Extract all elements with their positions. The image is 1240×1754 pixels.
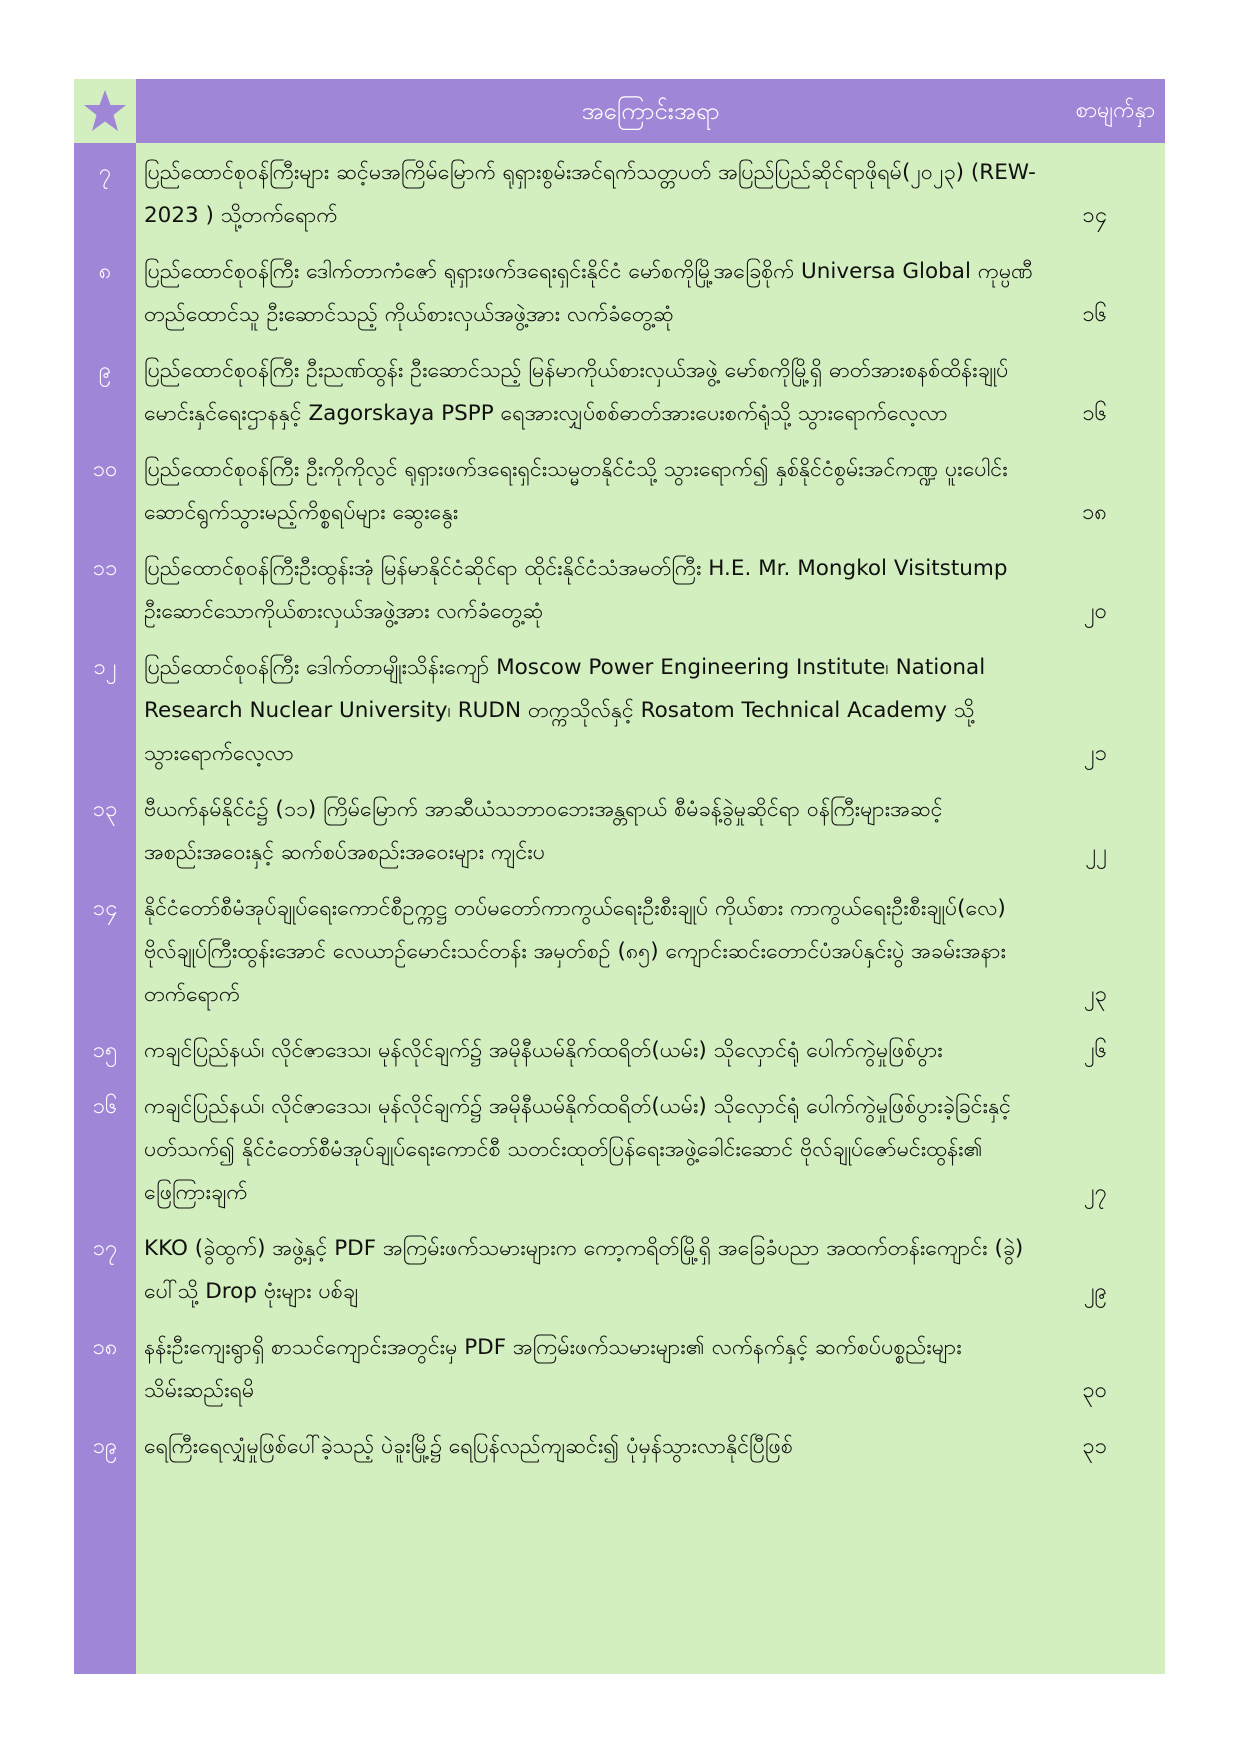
- toc-entry[interactable]: [74, 780, 1165, 879]
- entry-page-number: ၂၀: [1083, 599, 1107, 624]
- entry-title: ရေကြီးရေလျှံမှုဖြစ်ပေါ်ခဲ့သည့် ပဲခူးမြို့၌ ရေပြန်လည်ကျဆင်း၍ ပုံမှန်သွားလာနိုင်ပြီဖြစ်: [144, 1434, 793, 1459]
- toc-entry[interactable]: [74, 1318, 1165, 1417]
- entry-number: ၁၃: [92, 797, 118, 822]
- toc-entry[interactable]: [74, 1417, 1165, 1473]
- toc-entry[interactable]: [74, 539, 1165, 638]
- toc-entry[interactable]: [74, 1077, 1165, 1219]
- entry-title: နိုင်ငံတော်စီမံအုပ်ချုပ်ရေးကောင်စီဥက္ကဋ္ဌ တပ်မတော်ကာကွယ်ရေးဦးစီးချုပ် ကိုယ်စား ကာကွယ်ရေးဦးစီးချုပ်(လေ) ဗိုလ်ချုပ်ကြီးထွန်းအောင် လေယာဉ်မောင်းသင်တန်း အမှတ်စဉ် (၈၅) ကျောင်းဆင်းတောင်ပံအပ်နှင်းပွဲ အခမ်းအနား တက်ရောက်: [144, 896, 1006, 1007]
- entry-title: ဗီယက်နမ်နိုင်ငံ၌ (၁၁) ကြိမ်မြောက် အာဆီယံသဘာဝဘေးအန္တရာယ် စီမံခန့်ခွဲမှုဆိုင်ရာ ဝန်ကြီးများအဆင့်အစည်းအဝေးနှင့် ဆက်စပ်အစည်းအဝေးများ ကျင်းပ: [144, 797, 943, 865]
- entry-number: ၁၉: [92, 1434, 118, 1459]
- entry-number: ၁၇: [92, 1236, 118, 1261]
- entry-title: KKO (ခွဲထွက်) အဖွဲ့နှင့် PDF အကြမ်းဖက်သမားများက ကော့ကရိတ်မြို့ရှိ အခြေခံပညာ အထက်တန်းကျောင်း (ခွဲ) ပေါ်သို့ Drop ဗုံးများ ပစ်ချ: [144, 1236, 1024, 1304]
- entry-page-number: ၂၉: [1083, 1279, 1107, 1304]
- entry-number: ၁၅: [92, 1038, 118, 1063]
- entry-number: ၈: [98, 259, 112, 284]
- entry-title: နန်းဦးကျေးရွာရှိ စာသင်ကျောင်းအတွင်းမှ PDF အကြမ်းဖက်သမားများ၏ လက်နက်နှင့် ဆက်စပ်ပစ္စည်းများ သိမ်းဆည်းရမိ: [144, 1335, 962, 1403]
- entry-title: ပြည်ထောင်စုဝန်ကြီး ဒေါက်တာကံဇော် ရုရှားဖက်ဒရေးရှင်းနိုင်ငံ မော်စကိုမြို့အခြေစိုက် Universa Global ကုမ္ပဏီတည်ထောင်သူ ဦးဆောင်သည့် ကိုယ်စားလှယ်အဖွဲ့အား လက်ခံတွေ့ဆုံ: [144, 259, 1033, 327]
- entry-page-number: ၂၂: [1085, 840, 1107, 865]
- entry-title: ပြည်ထောင်စုဝန်ကြီး ဦးကိုကိုလွင် ရုရှားဖက်ဒရေးရှင်းသမ္မတနိုင်ငံသို့ သွားရောက်၍ နှစ်နိုင်ငံစွမ်းအင်ကဏ္ဍ ပူးပေါင်းဆောင်ရွက်သွားမည့်ကိစ္စရပ်များ ဆွေးနွေး: [144, 457, 1008, 525]
- entry-number: ၁၄: [92, 896, 118, 921]
- entry-number: ၁၈: [92, 1335, 118, 1360]
- entry-page-number: ၃၁: [1082, 1434, 1107, 1459]
- toc-entry[interactable]: [74, 1021, 1165, 1077]
- entry-page-number: ၁၆: [1082, 302, 1107, 327]
- entry-page-number: ၂၁: [1083, 741, 1107, 766]
- entry-title: ကချင်ပြည်နယ်၊ လိုင်ဇာဒေသ၊ မုန်လိုင်ချက်၌ အမိုနီယမ်နိုက်ထရိတ်(ယမ်း) သိုလှောင်ရုံ ပေါက်ကွဲမှုဖြစ်ပွား: [144, 1038, 943, 1063]
- entry-page-number: ၁၈: [1082, 500, 1107, 525]
- entry-page-number: ၁၄: [1082, 203, 1107, 228]
- header-title: အကြောင်းအရာ: [581, 97, 720, 125]
- entry-title: ကချင်ပြည်နယ်၊ လိုင်ဇာဒေသ၊ မုန်လိုင်ချက်၌ အမိုနီယမ်နိုက်ထရိတ်(ယမ်း) သိုလှောင်ရုံ ပေါက်ကွဲမှုဖြစ်ပွားခဲ့ခြင်းနှင့်ပတ်သက်၍ နိုင်ငံတော်စီမံအုပ်ချုပ်ရေးကောင်စီ သတင်းထုတ်ပြန်ရေးအဖွဲ့ခေါင်းဆောင် ဗိုလ်ချုပ်ဇော်မင်းထွန်း၏ ဖြေကြားချက်: [144, 1094, 1011, 1205]
- toc-header: [136, 79, 1165, 143]
- toc-entry[interactable]: [74, 143, 1165, 242]
- toc-entry[interactable]: [74, 440, 1165, 539]
- entry-number: ၁၁: [92, 556, 118, 581]
- toc-entry[interactable]: [74, 341, 1165, 440]
- table-of-contents: [74, 79, 1165, 1674]
- entry-page-number: ၂၇: [1083, 1180, 1107, 1205]
- entry-title: ပြည်ထောင်စုဝန်ကြီးများ ဆင့်မအကြိမ်မြောက် ရုရှားစွမ်းအင်ရက်သတ္တပတ် အပြည်ပြည်ဆိုင်ရာဖိုရမ်(၂၀၂၃) (REW-2023 ) သို့တက်ရောက်: [144, 160, 1036, 228]
- entry-page-number: ၁၆: [1082, 401, 1107, 426]
- toc-entry[interactable]: [74, 242, 1165, 341]
- entry-number: ၉: [98, 358, 112, 383]
- entry-title: ပြည်ထောင်စုဝန်ကြီး ဒေါက်တာမျိုးသိန်းကျော် Moscow Power Engineering Institute၊ National Research Nuclear University၊ RUDN တက္ကသိုလ်နှင့် Rosatom Technical Academy သို့ သွားရောက်လေ့လာ: [144, 655, 986, 766]
- entry-title: ပြည်ထောင်စုဝန်ကြီး ဦးညဏ်ထွန်း ဦးဆောင်သည့် မြန်မာကိုယ်စားလှယ်အဖွဲ့ မော်စကိုမြို့ရှိ ဓာတ်အားစနစ်ထိန်းချုပ်မောင်းနှင်ရေးဌာနနှင့် Zagorskaya PSPP ရေအားလျှပ်စစ်ဓာတ်အားပေးစက်ရုံသို့ သွားရောက်လေ့လာ: [144, 358, 1009, 426]
- toc-entry[interactable]: [74, 638, 1165, 780]
- toc-entries: [74, 143, 1165, 1473]
- entry-number: ၁၀: [92, 457, 118, 482]
- entry-page-number: ၂၃: [1083, 982, 1107, 1007]
- entry-number: ၁၆: [92, 1094, 118, 1119]
- star-icon: [74, 79, 136, 143]
- entry-number: ၁၂: [93, 655, 117, 680]
- entry-number: ၇: [98, 160, 112, 185]
- entry-page-number: ၂၆: [1083, 1038, 1107, 1063]
- entry-page-number: ၃၀: [1082, 1378, 1107, 1403]
- header-page-label: စာမျက်နှာ: [1075, 98, 1155, 123]
- toc-entry[interactable]: [74, 1219, 1165, 1318]
- entry-title: ပြည်ထောင်စုဝန်ကြီးဦးထွန်းအုံ မြန်မာနိုင်ငံဆိုင်ရာ ထိုင်းနိုင်ငံသံအမတ်ကြီး H.E. Mr. Mongkol Visitstump ဦးဆောင်သောကိုယ်စားလှယ်အဖွဲ့အား လက်ခံတွေ့ဆုံ: [144, 556, 1008, 624]
- toc-entry[interactable]: [74, 879, 1165, 1021]
